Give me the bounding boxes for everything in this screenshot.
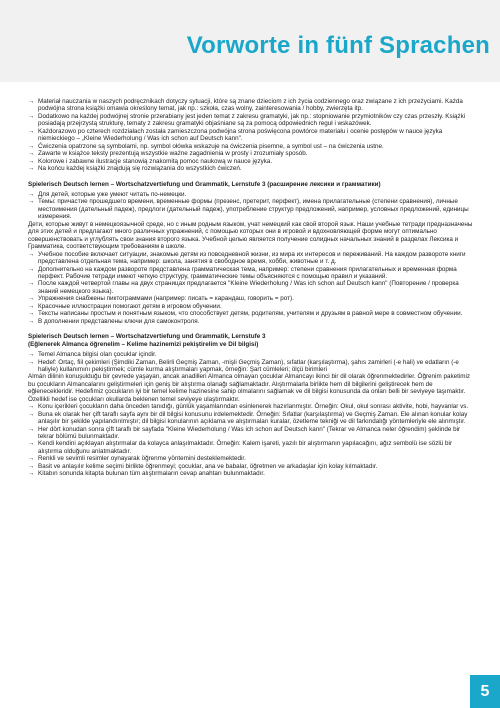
page-number-badge: 5 (470, 675, 500, 708)
list-item: → Renkli ve sevimli resimler oynayarak öğrenme yöntemini desteklemektedir. (28, 455, 474, 462)
page-title: Vorworte in fünf Sprachen (186, 32, 490, 59)
page-content (28, 98, 474, 478)
list-item: → Тексты написаны простым и понятным языком, что способствует детям, родителям, учителям и друзьям в равной мере в совместном обучении. (28, 310, 474, 317)
turkish-section-heading-line1: Spielerisch Deutsch lernen – Wortschatzvertiefung und Grammatik, Lernstufe 3 (28, 333, 266, 341)
list-item: → Dodatkowo na każdej podwójnej stronie przerabiany jest jeden temat z zakresu gramatyki, jak np.: stopniowanie przymiotników czy czas przeszły. Książki posiadają przejrzystą strukturę, tematy z zakresu gramatyki objaśniane są za pomocą odpowiednich reguł i wskazówek. (28, 113, 474, 128)
list-item: → После каждой четвертой главы на двух страницах предлагается "Kleine Wiederholung / Was ich schon auf Deutsch kann" (Повторение / проверка знаний немецкого языка). (28, 280, 474, 295)
list-item: → Każdorazowo po czterech rozdziałach została zamieszczona podwójna strona poświęcona powtórce materiału i ocenie postępów w nauce języka niemieckiego – „Kleine Wiederholung / Was ich schon auf Deutsch kann". (28, 128, 474, 143)
list-item: → Учебное пособие включает ситуации, знакомые детям из повседневной жизни, из мира их интересов и переживаний. На каждом развороте книги представлена отдельная тема, например: школа, занятия в свободное время, хобби, животные и т. д. (28, 251, 474, 266)
list-item: → Ćwiczenia opatrzone są symbolami, np. symbol ołówka wskazuje na ćwiczenia pisemne, a symbol ust – na ćwiczenia ustne. (28, 143, 474, 150)
list-item: → В дополнении представлены ключи для самоконтроля. (28, 318, 474, 325)
list-item: → Для детей, которые уже умеют читать по-немецки. (28, 191, 474, 198)
turkish-paragraph: Almán dilinin konuşulduğu bir çevrede yaşayan, ancak anadilleri Almanca olmayan çocuklar Almancayı ikinci bir dil olarak öğrenmektedirler. Öğrenim paketimiz bu çocukların Almancalarını geliştirmeleri için geniş bir alıştırma olanağı sağlamaktadır. Alıştırmalarla birlikte hem dil bilgilerini geliştirecek hem de eğlenecekleridir. Hedefimiz çocukların iyi bir temel kelime hazinesine sahip olmalarını sağlamak ve dil bilgisi konusunda da onları belli bir seviyeye taşımaktır. Özellikli hedef ise çocukları okullarda beklenen temel seviyeye ulaştırmaktır. (28, 373, 471, 403)
turkish-section-heading-line2: (Eğlenerek Almanca öğrenelim – Kelime hazinemizi pekiştirelim ve Dil bilgisi) (28, 340, 259, 348)
russian-list-b (28, 251, 474, 326)
list-item: → Дополнительно на каждом развороте представлена грамматическая тема, например: степени сравнения прилагательных и временная форма перфект. Рабочие тетради имеют четкую структуру, грамматические темы объясняются с помощью правил и указаний. (28, 266, 474, 281)
list-item: → Temel Almanca bilgisi olan çocuklar içindir. (28, 351, 474, 358)
russian-paragraph: Дети, которые живут в немецкоязычной среде, но с иным родным языком, учат немецкий как свой второй язык. Наши учебные тетради предназначены для этих детей и предлагают много различных упражнений, с помощью которых они в игровой и вдохновляющей форме могут оптимально совершенствовать и углублять свои знания второго языка. Учебной целью является получение солидных начальных знаний в разделах Лексика и Грамматика, соответствующим требованиям в школе. (28, 220, 473, 251)
list-item: → Materiał nauczania w naszych podręcznikach dotyczy sytuacji, które są znane dzieciom z ich życia codziennego oraz związane z ich przeżyciami. Każda podwójna strona książki omawia określony temat, jak np.: szkoła, czas wolny, zainteresowania / hobby, zwierzęta itp. (28, 98, 474, 113)
list-item: → Na końcu każdej książki znajdują się rozwiązania do wszystkich ćwiczeń. (28, 165, 474, 172)
list-item: → Basit ve anlaşılır kelime seçimi birlikte öğrenmeyi; çocuklar, ana ve babalar, öğretmen ve arkadaşlar için kolay kılmaktadır. (28, 463, 474, 470)
list-item: → Her dört konudan sonra çift taraflı bir sayfada "Kleine Wiederholung / Was ich schon auf Deutsch kann" (Tekrar ve Almanca neler öğrendim) şeklinde bir tekrar bölümü bulunmaktadır. (28, 426, 474, 441)
list-item: → Красочные иллюстрации помогают детям в игровом обучении. (28, 303, 474, 310)
russian-list-a (28, 191, 474, 221)
list-item: → Buna ek olarak her çift taraflı sayfa aynı bir dil bilgisi konusunu irdelemektedir. Örneğin: Sıfatlar (karşılaştırma) ve Geçmiş Zaman. Ele alınan konular kolay anlaşılır bir şekilde yapılandırılmıştır; dil bilgisi konularının açıklama ve alıştırmaları kuralar, özetleme tekniği ve dil farkındalığı yöntemleriyle ele alınmıştır. (28, 411, 474, 426)
list-item: → Kendi kendini açıklayan alıştırmalar da kolayca anlaşılmaktadır. Örneğin: Kalem işareti, yazılı bir alıştırmanın yapılacağını, ağız sembolü ise sözlü bir alıştırma olduğunu anlatmaktadır. (28, 440, 474, 455)
russian-section-heading: Spielerisch Deutsch lernen – Wortschatzvertiefung und Grammatik, Lernstufe 3 (расширение лексики и грамматики) (28, 180, 381, 188)
list-item: → Hedef: Ortaç, fiil çekimleri (Şimdiki Zaman, Belirli Geçmiş Zaman, -mişli Geçmiş Zaman), sıfatlar (karşılaştırma), şahıs zamirleri (-e hali) ve edatların (-e haliyle) kullanımını pekiştirmek; cümle kurma alıştırmaları yapmak, örneğin: Şart cümleleri; ölçü birimleri (28, 359, 474, 374)
list-item: → Темы: причастие прошедшего времени, временные формы (презенс, претерит, перфект), имена прилагательные (степени сравнения), личные местоимения (дательный падеж), предлоги (дательный падеж), употребление структур предложений, например, условных предложений, единицы измерения. (28, 198, 474, 220)
turkish-list-b (28, 403, 474, 478)
list-item: → Kolorowe i zabawne ilustracje stanowią znakomitą pomoc naukową w nauce języka. (28, 158, 474, 165)
list-item: → Kitabın sonunda kitapta bulunan tüm alıştırmaların cevap anahtarı bulunmaktadır. (28, 470, 474, 477)
turkish-list-a (28, 351, 474, 373)
list-item: → Konu içerikleri çocukların daha önceden tanıdığı, günlük yaşamlarından esinlenerek hazırlanmıştır. Örneğin: Okul, okul sonrası aktivite, hobi, hayvanlar vs. (28, 403, 474, 410)
polish-list (28, 98, 474, 173)
list-item: → Zawarte w książce teksty prezentują wszystkie ważne zagadnienia w prosty i zrozumiały sposób. (28, 150, 474, 157)
list-item: → Упражнения снабжены пиктограммами (например: писать = карандаш, говорить = рот). (28, 295, 474, 302)
